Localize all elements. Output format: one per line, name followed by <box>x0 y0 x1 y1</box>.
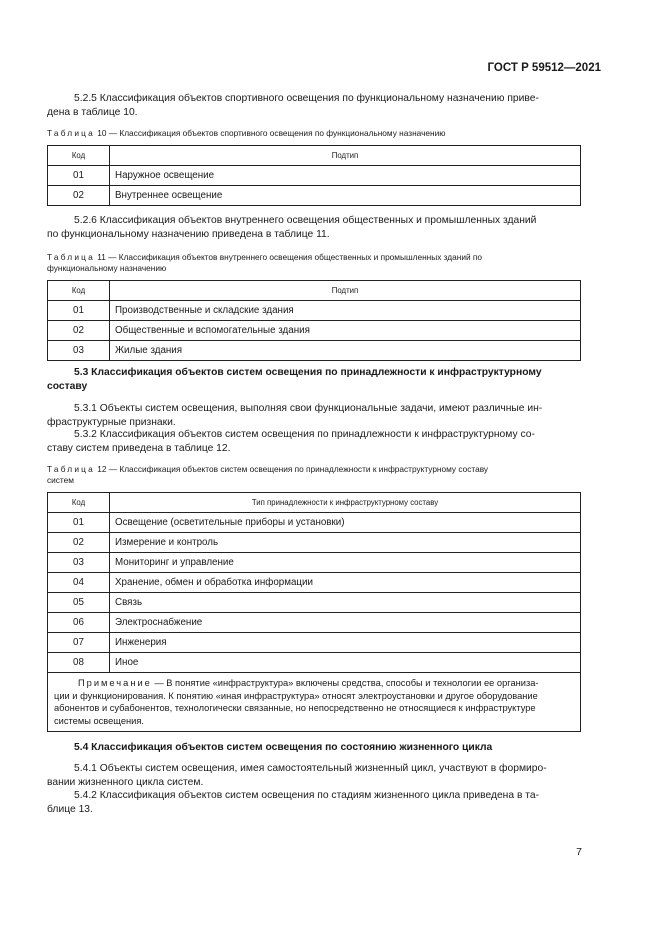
cell-name: Жилые здания <box>110 341 581 361</box>
cell-code: 03 <box>48 341 110 361</box>
caption-text: 11 — Классификация объектов внутреннего освещения общественных и промышленных зданий по <box>94 252 482 262</box>
table-row <box>48 553 581 573</box>
cell-code: 02 <box>48 186 110 206</box>
caption-line: функциональному назначению <box>47 263 167 273</box>
paragraph-line: ставу систем приведена в таблице 12. <box>47 443 231 454</box>
caption-line: систем <box>47 475 74 485</box>
cell-code: 08 <box>48 653 110 673</box>
cell-name: Хранение, обмен и обработка информации <box>110 573 581 593</box>
caption-prefix: Таблица <box>47 464 95 474</box>
paragraph-line: фраструктурные признаки. <box>47 417 176 428</box>
table-10-caption <box>47 128 581 139</box>
table-row <box>48 513 581 533</box>
table-row <box>48 186 581 206</box>
section-5-3-heading <box>47 366 581 394</box>
table-row <box>48 573 581 593</box>
paragraph-line: блице 13. <box>47 804 93 815</box>
table-header-row <box>48 281 581 301</box>
cell-name: Измерение и контроль <box>110 533 581 553</box>
caption-text: 12 — Классификация объектов систем освещения по принадлежности к инфраструктурному составу <box>94 464 489 474</box>
paragraph-line: дена в таблице 10. <box>47 107 138 118</box>
paragraph-5-2-6 <box>47 214 581 242</box>
cell-code: 01 <box>48 166 110 186</box>
table-note-row <box>48 673 581 732</box>
paragraph-5-2-5 <box>47 92 581 120</box>
table-12 <box>47 492 581 732</box>
cell-name: Связь <box>110 593 581 613</box>
heading-line: 5.4 Классификация объектов систем освещения по состоянию жизненного цикла <box>74 742 493 753</box>
table-row <box>48 593 581 613</box>
table-header-row <box>48 146 581 166</box>
cell-name: Освещение (осветительные приборы и установки) <box>110 513 581 533</box>
table-row <box>48 613 581 633</box>
table-row <box>48 633 581 653</box>
column-header-type: Тип принадлежности к инфраструктурному составу <box>110 493 581 513</box>
cell-name: Электроснабжение <box>110 613 581 633</box>
note-line: ции и функционирования. К понятию «иная инфраструктура» относят электроустановки и другое оборудование <box>54 690 538 701</box>
caption-prefix: Таблица <box>47 128 95 138</box>
paragraph-line: 5.2.6 Классификация объектов внутреннего освещения общественных и промышленных зданий <box>74 215 537 226</box>
column-header-subtype: Подтип <box>110 281 581 301</box>
cell-code: 02 <box>48 533 110 553</box>
cell-name: Иное <box>110 653 581 673</box>
paragraph-5-3-2 <box>47 428 581 456</box>
cell-name: Наружное освещение <box>110 166 581 186</box>
table-10 <box>47 145 581 206</box>
table-12-caption <box>47 464 581 486</box>
table-row <box>48 533 581 553</box>
note-text: — В понятие «инфраструктура» включены средства, способы и технологии ее организа- <box>151 678 539 688</box>
paragraph-line: 5.3.2 Классификация объектов систем освещения по принадлежности к инфраструктурному со- <box>74 429 535 440</box>
paragraph-5-3-1 <box>47 402 581 430</box>
column-header-subtype: Подтип <box>110 146 581 166</box>
cell-code: 01 <box>48 301 110 321</box>
cell-name: Инженерия <box>110 633 581 653</box>
cell-code: 05 <box>48 593 110 613</box>
cell-name: Производственные и складские здания <box>110 301 581 321</box>
cell-name: Внутреннее освещение <box>110 186 581 206</box>
heading-line: составу <box>47 381 88 392</box>
paragraph-line: 5.4.1 Объекты систем освещения, имея самостоятельный жизненный цикл, участвуют в формиро- <box>74 763 547 774</box>
table-row <box>48 321 581 341</box>
table-12-note <box>48 673 581 732</box>
column-header-code: Код <box>48 493 110 513</box>
paragraph-5-4-1 <box>47 762 581 790</box>
column-header-code: Код <box>48 281 110 301</box>
cell-code: 01 <box>48 513 110 533</box>
cell-code: 03 <box>48 553 110 573</box>
note-line: системы освещения. <box>54 715 144 726</box>
paragraph-5-4-2 <box>47 789 581 817</box>
table-row <box>48 301 581 321</box>
table-row <box>48 341 581 361</box>
cell-code: 02 <box>48 321 110 341</box>
paragraph-line: 5.3.1 Объекты систем освещения, выполняя свои функциональные задачи, имеют различные ин- <box>74 403 543 414</box>
cell-code: 06 <box>48 613 110 633</box>
section-5-4-heading <box>47 741 581 755</box>
note-line: абонентов и субабонентов, технологически связанные, но непосредственно не относящиеся к инфраструктуре <box>54 703 536 713</box>
table-11 <box>47 280 581 361</box>
note-prefix: Примечание <box>78 678 152 688</box>
table-11-caption <box>47 252 581 274</box>
heading-line: 5.3 Классификация объектов систем освещения по принадлежности к инфраструктурному <box>74 367 542 378</box>
paragraph-line: по функциональному назначению приведена в таблице 11. <box>47 229 330 240</box>
cell-name: Общественные и вспомогательные здания <box>110 321 581 341</box>
table-row <box>48 653 581 673</box>
column-header-code: Код <box>48 146 110 166</box>
cell-code: 04 <box>48 573 110 593</box>
caption-text: 10 — Классификация объектов спортивного освещения по функциональному назначению <box>94 128 446 138</box>
page-number: 7 <box>576 846 582 858</box>
paragraph-line: 5.2.5 Классификация объектов спортивного освещения по функциональному назначению приве- <box>74 93 539 104</box>
table-row <box>48 166 581 186</box>
paragraph-line: 5.4.2 Классификация объектов систем освещения по стадиям жизненного цикла приведена в та- <box>74 790 540 801</box>
paragraph-line: вании жизненного цикла систем. <box>47 777 204 788</box>
document-standard-number: ГОСТ Р 59512—2021 <box>487 62 601 74</box>
table-header-row <box>48 493 581 513</box>
caption-prefix: Таблица <box>47 252 95 262</box>
cell-name: Мониторинг и управление <box>110 553 581 573</box>
cell-code: 07 <box>48 633 110 653</box>
